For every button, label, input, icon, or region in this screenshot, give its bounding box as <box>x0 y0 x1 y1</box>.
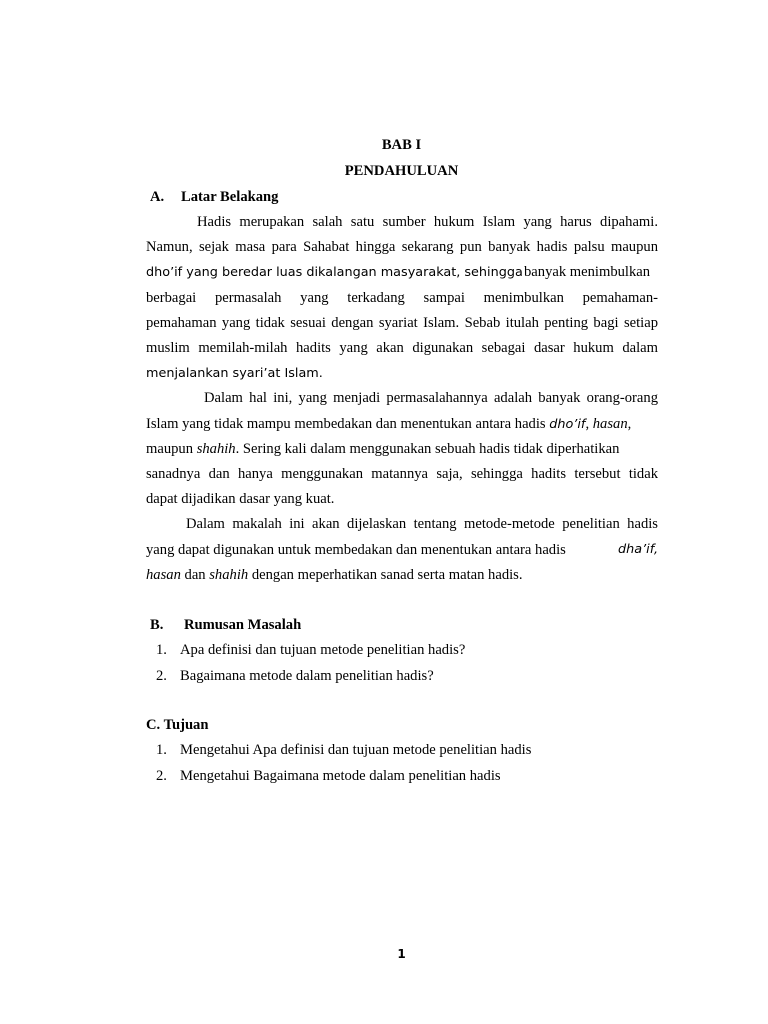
section-a-title: Latar Belakang <box>181 189 279 205</box>
list-item-text: Apa definisi dan tujuan metode penelitian hadis? <box>180 642 466 658</box>
p2-line-2-text: Islam yang tidak mampu membedakan dan menentukan antara hadis <box>146 416 546 432</box>
p2-line-5: dapat dijadikan dasar yang kuat. <box>146 491 335 507</box>
p1-line-2: Namun, sejak masa para Sahabat hingga sekarang pun banyak hadis palsu maupun <box>146 239 658 255</box>
p1-line-3-end: banyak menimbulkan <box>524 264 651 280</box>
page-number: 1 <box>397 947 406 961</box>
list-item-text: Mengetahui Apa definisi dan tujuan metode penelitian hadis <box>180 742 532 758</box>
section-b-label: B. <box>150 617 164 633</box>
p3-line-2-text: yang dapat digunakan untuk membedakan dan menentukan antara hadis <box>146 542 566 558</box>
p2-line-3 <box>146 441 619 458</box>
p2-line-3-rest: . Sering kali dalam menggunakan sebuah hadis tidak diperhatikan <box>235 441 620 457</box>
p1-line-3-sans: dho’if yang beredar luas dikalangan masyarakat, sehingga <box>146 265 523 280</box>
p2-line-1: Dalam hal ini, yang menjadi permasalahannya adalah banyak orang-orang <box>204 390 658 406</box>
term-hasan-2: hasan <box>146 567 181 583</box>
p1-line-6: muslim memilah-milah hadits yang akan digunakan sebagai dasar hukum dalam <box>146 340 658 356</box>
p3-line-3-rest: dengan meperhatikan sanad serta matan hadis. <box>248 567 523 583</box>
p3-line-1: Dalam makalah ini akan dijelaskan tentang metode-metode penelitian hadis <box>186 516 658 532</box>
p2-line-4: sanadnya dan hanya menggunakan matannya saja, sehingga hadits tersebut tidak <box>146 466 658 482</box>
list-item-text: Mengetahui Bagaimana metode dalam penelitian hadis <box>180 768 501 784</box>
section-c-title: C. Tujuan <box>146 717 209 733</box>
term-shahih: shahih <box>196 441 236 457</box>
p2-comma-2: , <box>627 416 632 432</box>
section-a-label: A. <box>150 189 165 205</box>
list-item-text: Bagaimana metode dalam penelitian hadis? <box>180 668 434 684</box>
p3-line-3 <box>146 567 523 584</box>
p2-comma-1: , <box>585 416 590 432</box>
p3-and: dan <box>180 567 210 583</box>
p1-line-5: pemahaman yang tidak sesuai dengan syariat Islam. Sebab itulah penting bagi setiap <box>146 315 658 331</box>
p1-line-1: Hadis merupakan salah satu sumber hukum Islam yang harus dipahami. <box>197 214 658 230</box>
p2-line-3-start: maupun <box>146 441 194 457</box>
list-item-number: 2. <box>156 668 167 684</box>
chapter-number: BAB I <box>381 137 422 153</box>
term-dhoif: dho’if <box>549 417 586 432</box>
term-dhaif: dha’if, <box>618 542 659 557</box>
p3-line-2 <box>146 542 566 559</box>
term-shahih-2: shahih <box>209 567 249 583</box>
section-b-title: Rumusan Masalah <box>184 617 302 633</box>
list-item-number: 2. <box>156 768 167 784</box>
list-item-number: 1. <box>156 642 167 658</box>
chapter-title: PENDAHULUAN <box>344 163 459 179</box>
p2-line-2 <box>146 416 631 433</box>
p1-line-3 <box>146 264 523 281</box>
list-item-number: 1. <box>156 742 167 758</box>
p1-line-4: berbagai permasalah yang terkadang sampai menimbulkan pemahaman- <box>146 290 658 306</box>
term-hasan: hasan <box>592 416 628 432</box>
p1-line-7: menjalankan syari’at Islam. <box>146 366 323 381</box>
